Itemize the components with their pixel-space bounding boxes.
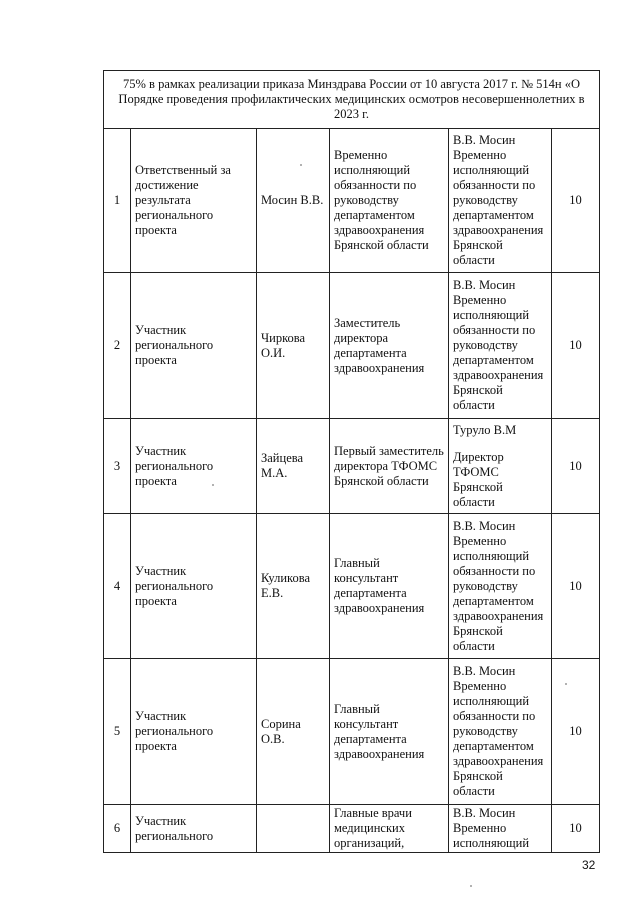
row-number: 3 xyxy=(104,419,131,514)
supervisor-name: Туруло В.М xyxy=(453,422,517,437)
position-cell: Первый заместитель директора ТФОМС Брянской области xyxy=(330,419,449,514)
role-cell: Ответственный за достижение результата регионального проекта xyxy=(131,129,257,273)
table-row xyxy=(104,419,600,514)
row-number: 6 xyxy=(104,805,131,853)
score-cell: 10 xyxy=(552,514,600,659)
role-cell: Участник регионального xyxy=(131,805,257,853)
role-cell: Участник регионального проекта xyxy=(131,419,257,514)
role-cell: Участник регионального проекта xyxy=(131,514,257,659)
page-number: 32 xyxy=(582,858,596,872)
name-cell: Зайцева М.А. xyxy=(257,419,330,514)
score-cell: 10 xyxy=(552,129,600,273)
position-cell: Главный консультант департамента здравоохранения xyxy=(330,659,449,805)
name-cell: Мосин В.В. xyxy=(257,129,330,273)
table-row xyxy=(104,805,600,853)
project-participants-table xyxy=(103,70,600,853)
supervisor-cell: В.В. Мосин Временно исполняющий обязанности по руководству департаментом здравоохранения Брянской области xyxy=(449,659,552,805)
supervisor-title: Директор ТФОМС Брянской области xyxy=(453,449,504,509)
scan-speck xyxy=(300,164,302,166)
row-number: 2 xyxy=(104,273,131,419)
role-cell: Участник регионального проекта xyxy=(131,273,257,419)
position-cell: Временно исполняющий обязанности по руководству департаментом здравоохранения Брянской области xyxy=(330,129,449,273)
position-cell: Главные врачи медицинских организаций, xyxy=(330,805,449,853)
table-header-row xyxy=(104,71,600,129)
supervisor-cell xyxy=(449,419,552,514)
supervisor-cell: В.В. Мосин Временно исполняющий xyxy=(449,805,552,853)
name-cell: Куликова Е.В. xyxy=(257,514,330,659)
role-cell: Участник регионального проекта xyxy=(131,659,257,805)
score-cell: 10 xyxy=(552,273,600,419)
table-row xyxy=(104,129,600,273)
name-cell: Чиркова О.И. xyxy=(257,273,330,419)
name-cell xyxy=(257,805,330,853)
table-row xyxy=(104,659,600,805)
scan-speck xyxy=(565,683,567,685)
row-number: 5 xyxy=(104,659,131,805)
supervisor-cell: В.В. Мосин Временно исполняющий обязанности по руководству департаментом здравоохранения Брянской области xyxy=(449,129,552,273)
score-cell: 10 xyxy=(552,805,600,853)
row-number: 4 xyxy=(104,514,131,659)
name-cell: Сорина О.В. xyxy=(257,659,330,805)
position-cell: Главный консультант департамента здравоохранения xyxy=(330,514,449,659)
table-header-text: 75% в рамках реализации приказа Минздрава России от 10 августа 2017 г. № 514н «О Порядке проведения профилактических медицинских осмотров несовершеннолетних в 2023 г. xyxy=(104,71,600,129)
table-row xyxy=(104,514,600,659)
supervisor-cell: В.В. Мосин Временно исполняющий обязанности по руководству департаментом здравоохранения Брянской области xyxy=(449,273,552,419)
table-row xyxy=(104,273,600,419)
score-cell: 10 xyxy=(552,659,600,805)
score-cell: 10 xyxy=(552,419,600,514)
scan-speck xyxy=(470,885,472,887)
scan-speck xyxy=(212,484,214,486)
row-number: 1 xyxy=(104,129,131,273)
position-cell: Заместитель директора департамента здравоохранения xyxy=(330,273,449,419)
supervisor-cell: В.В. Мосин Временно исполняющий обязанности по руководству департаментом здравоохранения Брянской области xyxy=(449,514,552,659)
